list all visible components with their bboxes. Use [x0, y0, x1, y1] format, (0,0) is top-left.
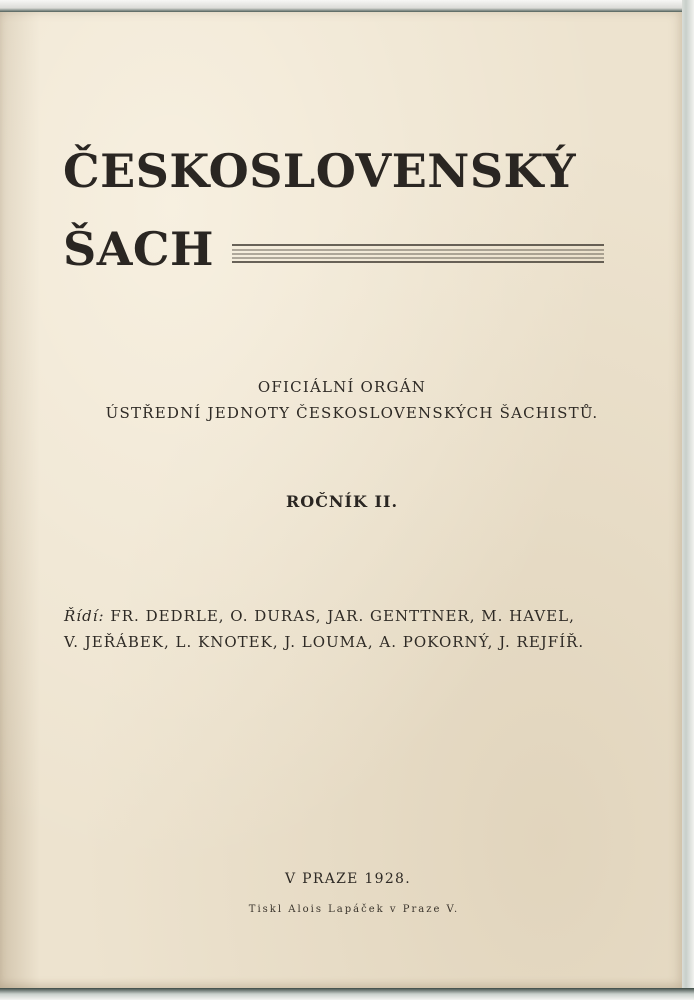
- volume-number: ROČNÍK II.: [285, 492, 399, 511]
- decorative-title-rule: [232, 242, 604, 264]
- subtitle-official-organ: OFICIÁLNÍ ORGÁN: [257, 378, 427, 396]
- editors-line-2: V. JEŘÁBEK, L. KNOTEK, J. LOUMA, A. POKORNÝ, J. REJFÍŘ.: [64, 633, 585, 651]
- editors-line-1: [64, 607, 575, 625]
- subtitle-union: ÚSTŘEDNÍ JEDNOTY ČESKOSLOVENSKÝCH ŠACHISTŮ.: [105, 404, 599, 422]
- book-top-edge: [0, 0, 694, 12]
- title-page: [0, 12, 684, 988]
- title-line-1: ČESKOSLOVENSKÝ: [63, 144, 577, 198]
- printer-imprint: Tiskl Alois Lapáček v Praze V.: [248, 904, 460, 915]
- editors-names-1: FR. DEDRLE, O. DURAS, JAR. GENTTNER, M. HAVEL,: [110, 607, 575, 625]
- editors-label: Řídí:: [64, 607, 105, 625]
- book-right-edge: [682, 0, 694, 1000]
- place-and-year: V PRAZE 1928.: [284, 871, 411, 887]
- book-bottom-edge: [0, 988, 694, 1000]
- title-line-2: ŠACH: [63, 222, 214, 276]
